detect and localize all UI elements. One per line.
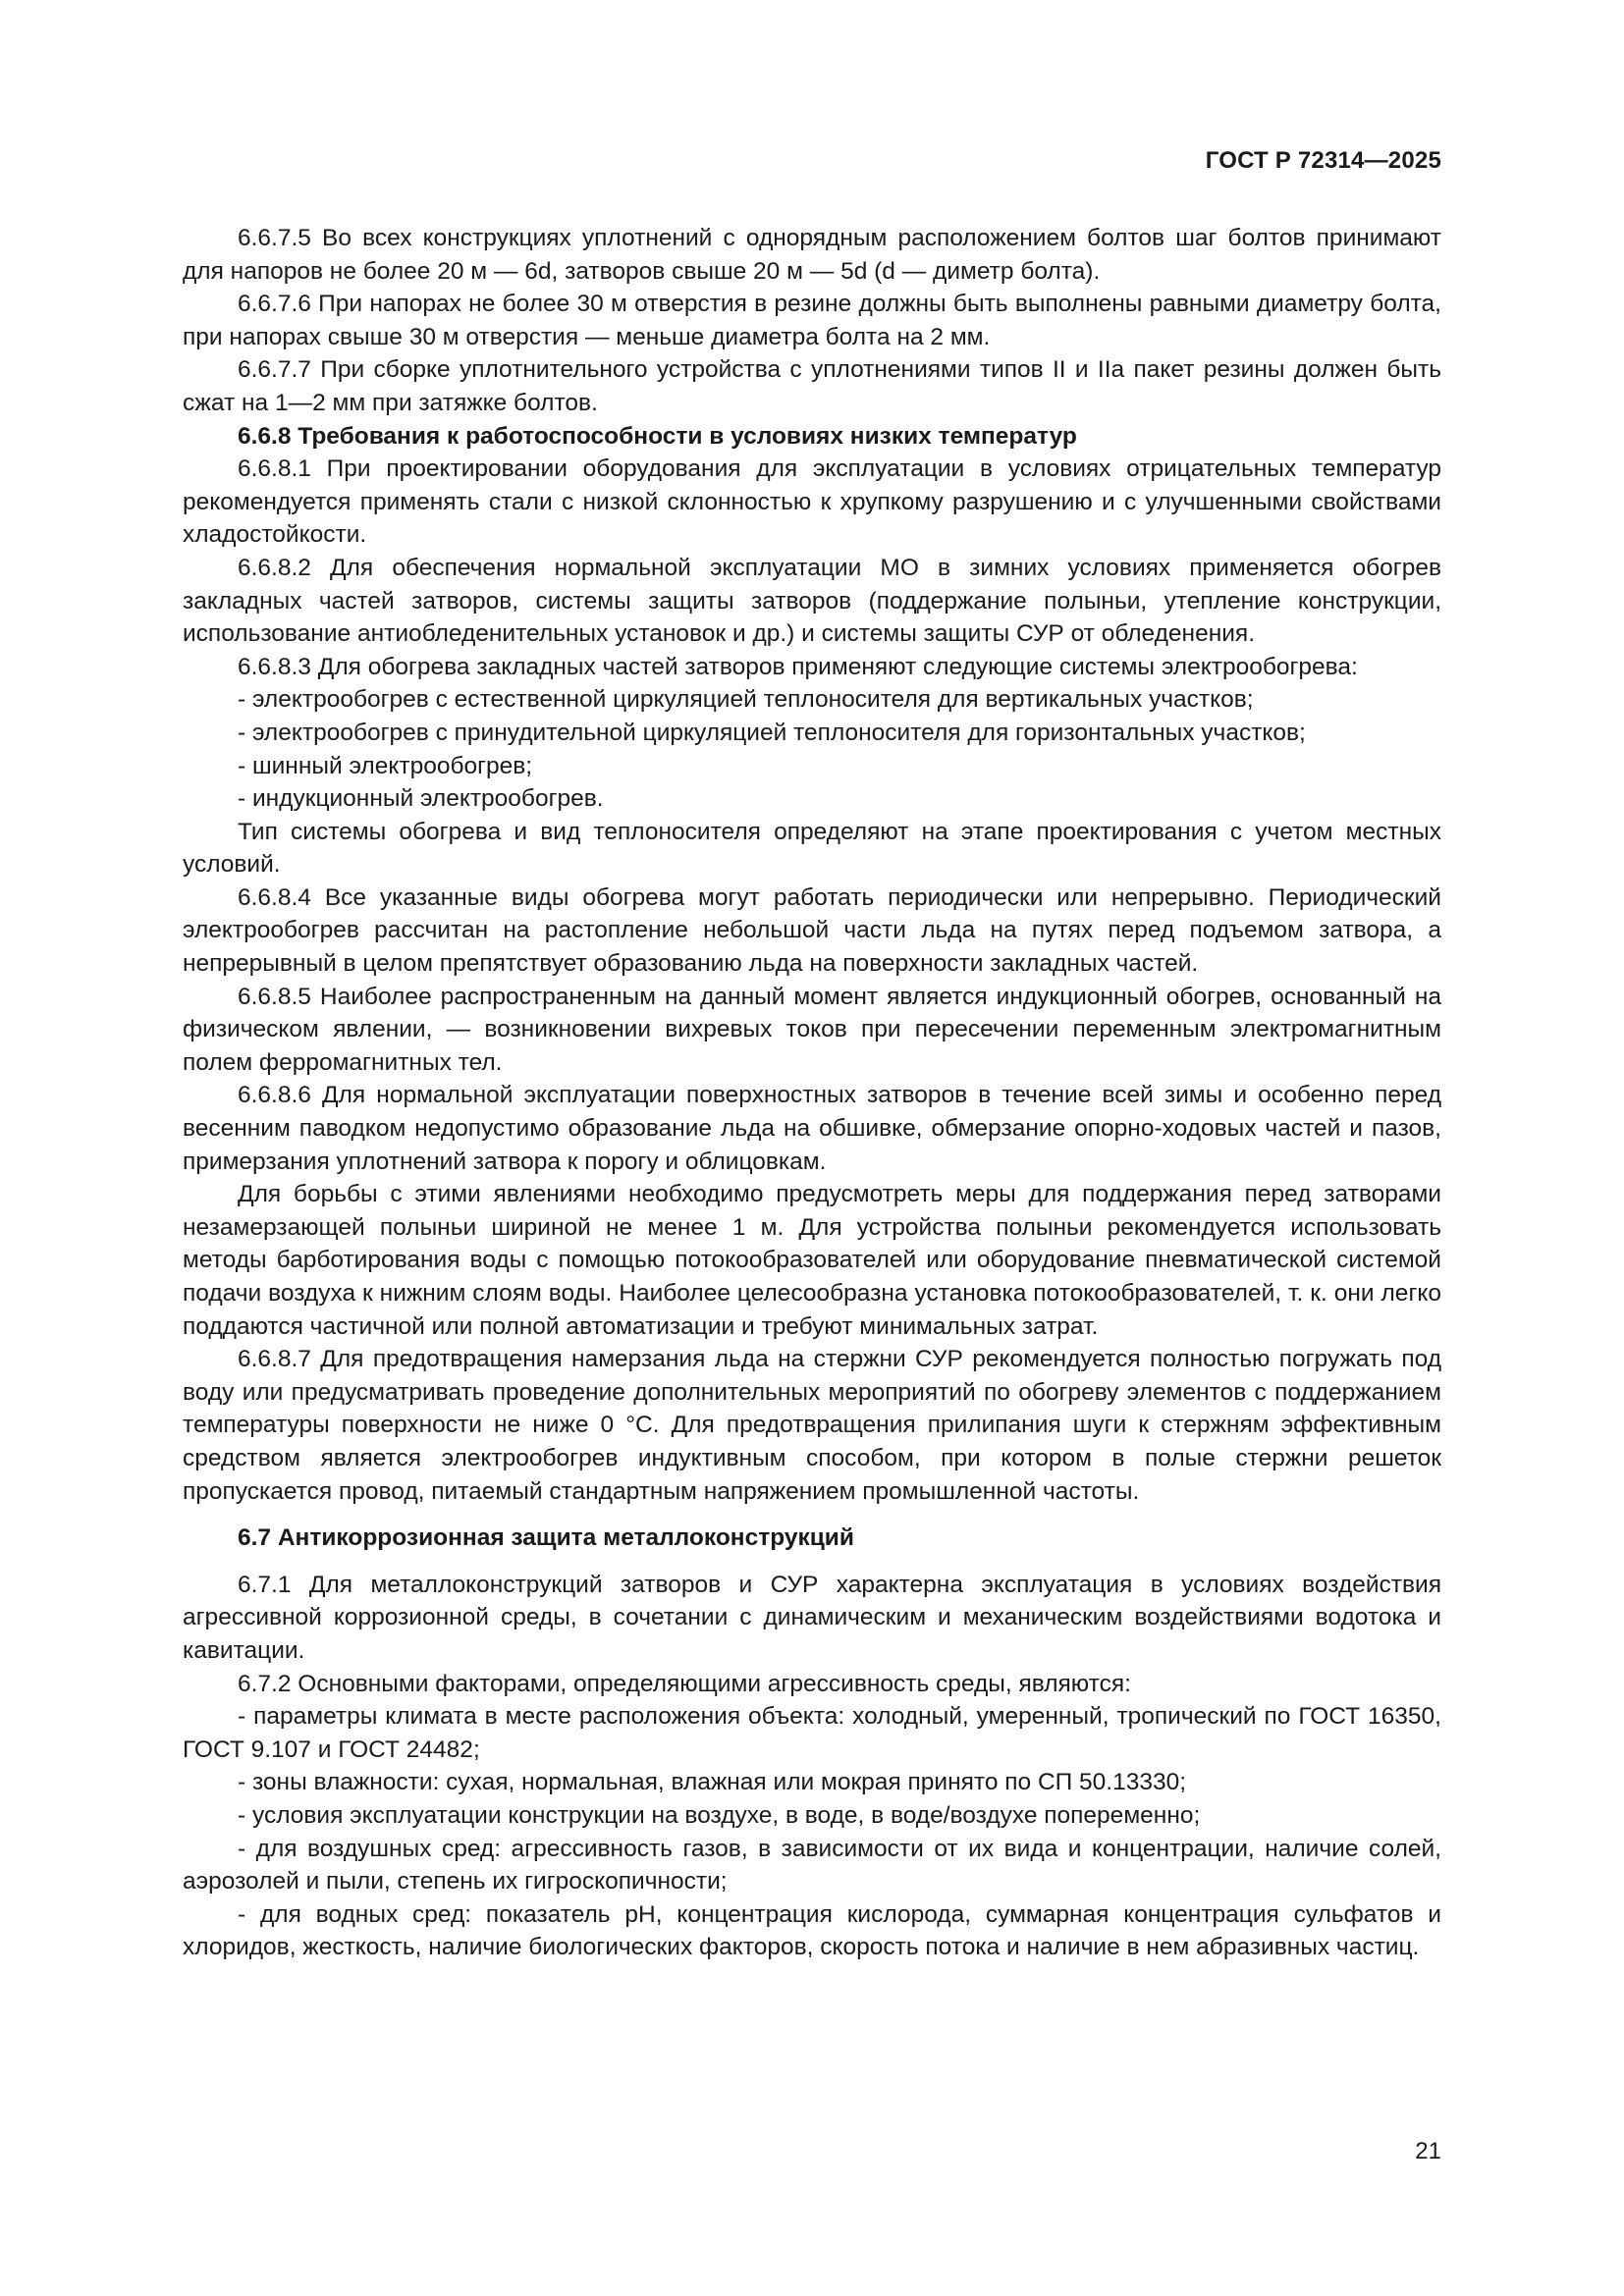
list-item-heating-3: - шинный электрообогрев; (238, 752, 533, 779)
paragraph-6-7-1: 6.7.1 Для металлоконструкций затворов и СУР характерна эксплуатация в условиях воздействия агрессивной коррозионной среды, в сочетании с динамическим и механическим воздействиями водотока и кавитации. (183, 1571, 1441, 1664)
paragraph-6-6-8-5: 6.6.8.5 Наиболее распространенным на данный момент является индукционный обогрев, основанный на физическом явлении, — возникновении вихревых токов при пересечении переменным электромагнитным полем ферромагнитных тел. (183, 983, 1441, 1076)
list-item-heating-2: - электрообогрев с принудительной циркуляцией теплоносителя для горизонтальных участков; (238, 719, 1306, 746)
paragraph-heating-type: Тип системы обогрева и вид теплоносителя определяют на этапе проектирования с учетом местных условий. (183, 818, 1441, 879)
document-code-header: ГОСТ Р 72314—2025 (1205, 147, 1441, 174)
paragraph-6-6-8-7: 6.6.8.7 Для предотвращения намерзания льда на стержни СУР рекомендуется полностью погружать под воду или предусматривать проведение дополнительных мероприятий по обогреву элементов с поддержанием температуры поверхности не ниже 0 °C. Для предотвращения прилипания шуги к стержням эффективным средством является электрообогрев индуктивным способом, при котором в полые стержни решеток пропускается провод, питаемый стандартным напряжением промышленной частоты. (183, 1346, 1441, 1505)
list-item-factor-4: - для воздушных сред: агрессивность газов, в зависимости от их вида и концентрации, наличие солей, аэрозолей и пыли, степень их гигроскопичности; (183, 1835, 1441, 1896)
heading-6-7: 6.7 Антикоррозионная защита металлоконструкций (238, 1524, 854, 1552)
paragraph-6-6-8-4: 6.6.8.4 Все указанные виды обогрева могут работать периодически или непрерывно. Периодический электрообогрев рассчитан на растопление небольшой части льда на путях перед подъемом затвора, а непрерывный в целом препятствует образованию льда на поверхности закладных частей. (183, 883, 1441, 978)
list-item-heating-4: - индукционный электрообогрев. (238, 785, 604, 813)
paragraph-6-6-8-2: 6.6.8.2 Для обеспечения нормальной эксплуатации МО в зимних условиях применяется обогрев закладных частей затворов, системы защиты затворов (поддержание полыньи, утепление конструкции, использование антиобледенительных установок и др.) и системы защиты СУР от обледенения. (183, 554, 1441, 648)
paragraph-6-6-7-7: 6.6.7.7 При сборке уплотнительного устройства с уплотнениями типов II и IIа пакет резины должен быть сжат на 1—2 мм при затяжке болтов. (183, 356, 1441, 416)
paragraph-6-6-7-6: 6.6.7.6 При напорах не более 30 м отверстия в резине должны быть выполнены равными диаметру болта, при напорах свыше 30 м отверстия — меньше диаметра болта на 2 мм. (183, 291, 1441, 350)
paragraph-6-6-8-1: 6.6.8.1 При проектировании оборудования для эксплуатации в условиях отрицательных температур рекомендуется применять стали с низкой склонностью к хрупкому разрушению и с улучшенными свойствами хладостойкости. (183, 455, 1441, 549)
paragraph-6-6-8-3: 6.6.8.3 Для обогрева закладных частей затворов применяют следующие системы электрообогрева: (238, 653, 1358, 680)
list-item-factor-1: - параметры климата в месте расположения объекта: холодный, умеренный, тропический по ГОСТ 16350, ГОСТ 9.107 и ГОСТ 24482; (183, 1703, 1441, 1763)
list-item-factor-5: - для водных сред: показатель рН, концентрация кислорода, суммарная концентрация сульфатов и хлоридов, жесткость, наличие биологических факторов, скорость потока и наличие в нем абразивных частиц. (183, 1900, 1441, 1961)
list-item-factor-3: - условия эксплуатации конструкции на воздухе, в воде, в воде/воздухе попеременно; (238, 1801, 1201, 1829)
paragraph-6-6-8-6: 6.6.8.6 Для нормальной эксплуатации поверхностных затворов в течение всей зимы и особенно перед весенним паводком недопустимо образование льда на обшивке, обмерзание опорно-ходовых частей и пазов, примерзания уплотнений затвора к порогу и облицовкам. (183, 1082, 1441, 1175)
list-item-factor-2: - зоны влажности: сухая, нормальная, влажная или мокрая принято по СП 50.13330; (238, 1769, 1187, 1796)
page-number: 21 (1415, 2138, 1441, 2164)
heading-6-6-8: 6.6.8 Требования к работоспособности в условиях низких температур (238, 422, 1077, 450)
document-body (183, 222, 1441, 1964)
paragraph-6-7-2: 6.7.2 Основными факторами, определяющими агрессивность среды, являются: (238, 1670, 1131, 1697)
paragraph-6-6-7-5: 6.6.7.5 Во всех конструкциях уплотнений с однорядным расположением болтов шаг болтов принимают для напоров не более 20 м — 6d, затворов свыше 20 м — 5d (d — диметр болта). (183, 225, 1441, 285)
list-item-heating-1: - электрообогрев с естественной циркуляцией теплоносителя для вертикальных участков; (238, 686, 1254, 714)
paragraph-polynya: Для борьбы с этими явлениями необходимо предусмотреть меры для поддержания перед затворами незамерзающей полыньи шириной не менее 1 м. Для устройства полыньи рекомендуется использовать методы барботирования воды с помощью потокообразователей или оборудование пневматической системой подачи воздуха к нижним слоям воды. Наиболее целесообразна установка потокообразователей, т. к. они легко поддаются частичной или полной автоматизации и требуют минимальных затрат. (183, 1181, 1441, 1340)
